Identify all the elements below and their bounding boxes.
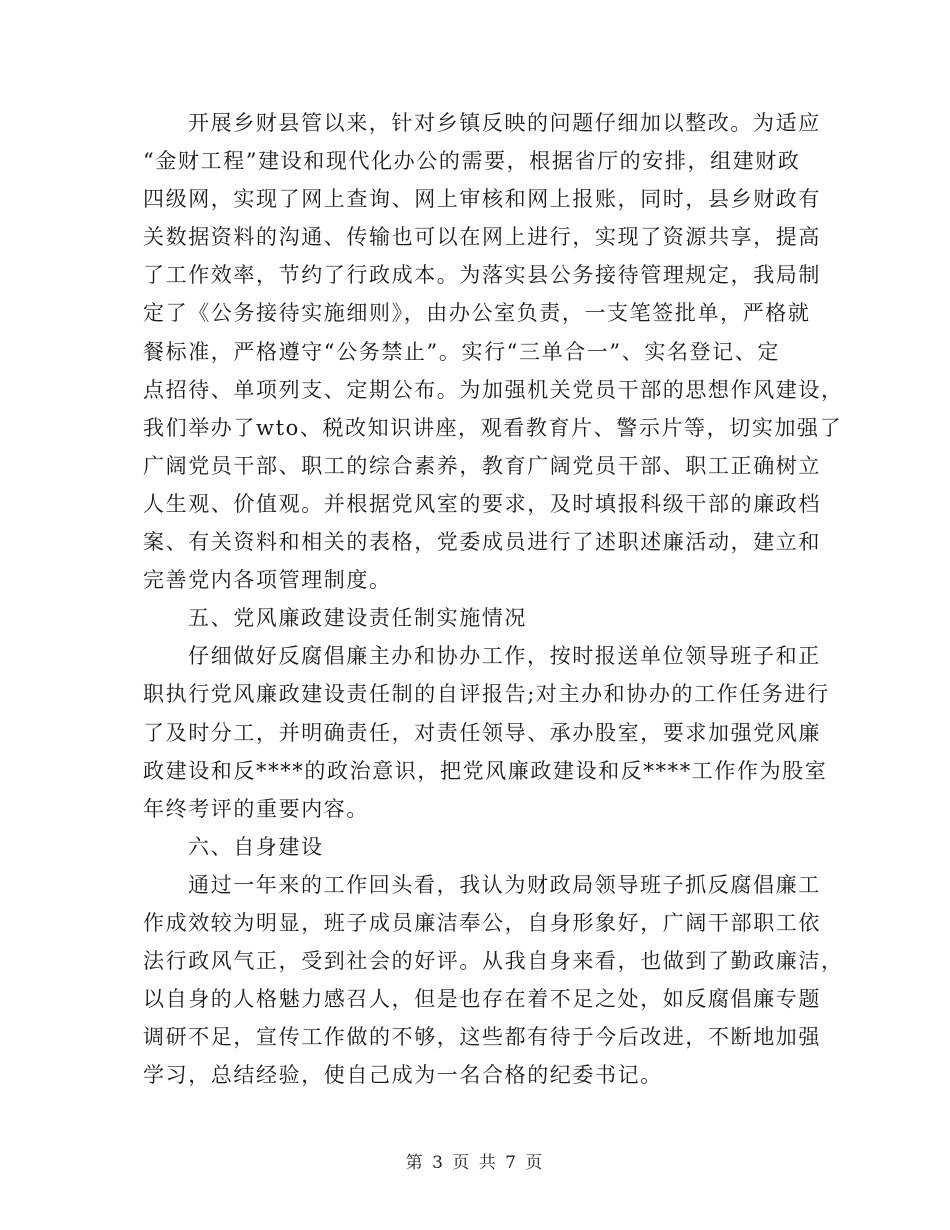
body-line: 餐标准，严格遵守“公务禁止”。实行“三单合一”、实名登记、定 bbox=[143, 339, 780, 364]
body-line: 法行政风气正，受到社会的好评。从我自身来看，也做到了勤政廉洁， bbox=[143, 949, 844, 974]
section-heading: 六、自身建设 bbox=[188, 834, 324, 859]
page-number-footer: 第 3 页 共 7 页 bbox=[405, 1153, 545, 1173]
body-line: 职执行党风廉政建设责任制的自评报告;对主办和协办的工作任务进行 bbox=[143, 682, 830, 707]
body-line: 作成效较为明显，班子成员廉洁奉公，自身形象好，广阔干部职工依 bbox=[143, 910, 821, 935]
body-line: 点招待、单项列支、定期公布。为加强机关党员干部的思想作风建设， bbox=[143, 377, 844, 402]
body-line: 开展乡财县管以来，针对乡镇反映的问题仔细加以整改。为适应 bbox=[188, 111, 821, 135]
body-line: 完善党内各项管理制度。 bbox=[143, 568, 392, 593]
body-line: 通过一年来的工作回头看，我认为财政局领导班子抓反腐倡廉工 bbox=[188, 872, 821, 897]
body-line: 我们举办了wto、税改知识讲座，观看教育片、警示片等，切实加强了 bbox=[143, 415, 843, 440]
section-heading: 五、党风廉政建设责任制实施情况 bbox=[188, 606, 527, 631]
body-line: 以自身的人格魅力感召人，但是也存在着不足之处，如反腐倡廉专题 bbox=[143, 987, 821, 1012]
body-line: 人生观、价值观。并根据党风室的要求，及时填报科级干部的廉政档 bbox=[143, 491, 821, 516]
body-line: 年终考评的重要内容。 bbox=[143, 796, 369, 821]
body-line: 仔细做好反腐倡廉主办和协办工作，按时报送单位领导班子和正 bbox=[188, 644, 821, 669]
body-line: 四级网，实现了网上查询、网上审核和网上报账，同时，县乡财政有 bbox=[143, 187, 821, 212]
body-line: 了工作效率，节约了行政成本。为落实县公务接待管理规定，我局制 bbox=[143, 263, 821, 288]
body-line: 定了《公务接待实施细则》，由办公室负责，一支笔签批单，严格就 bbox=[143, 301, 811, 326]
body-line: 案、有关资料和相关的表格，党委成员进行了述职述廉活动，建立和 bbox=[143, 530, 821, 555]
body-line: 政建设和反****的政治意识，把党风廉政建设和反****工作作为股室 bbox=[143, 758, 828, 783]
body-line: 调研不足，宣传工作做的不够，这些都有待于今后改进，不断地加强 bbox=[143, 1025, 821, 1050]
body-line: 学习，总结经验，使自己成为一名合格的纪委书记。 bbox=[143, 1063, 663, 1088]
body-line: 了及时分工，并明确责任，对责任领导、承办股室，要求加强党风廉 bbox=[143, 720, 821, 745]
document-body bbox=[143, 104, 844, 1094]
body-line: “金财工程”建设和现代化办公的需要，根据省厅的安排，组建财政 bbox=[143, 149, 801, 174]
body-line: 广阔党员干部、职工的综合素养，教育广阔党员干部、职工正确树立 bbox=[143, 453, 821, 478]
body-line: 关数据资料的沟通、传输也可以在网上进行，实现了资源共享，提高 bbox=[143, 225, 821, 250]
